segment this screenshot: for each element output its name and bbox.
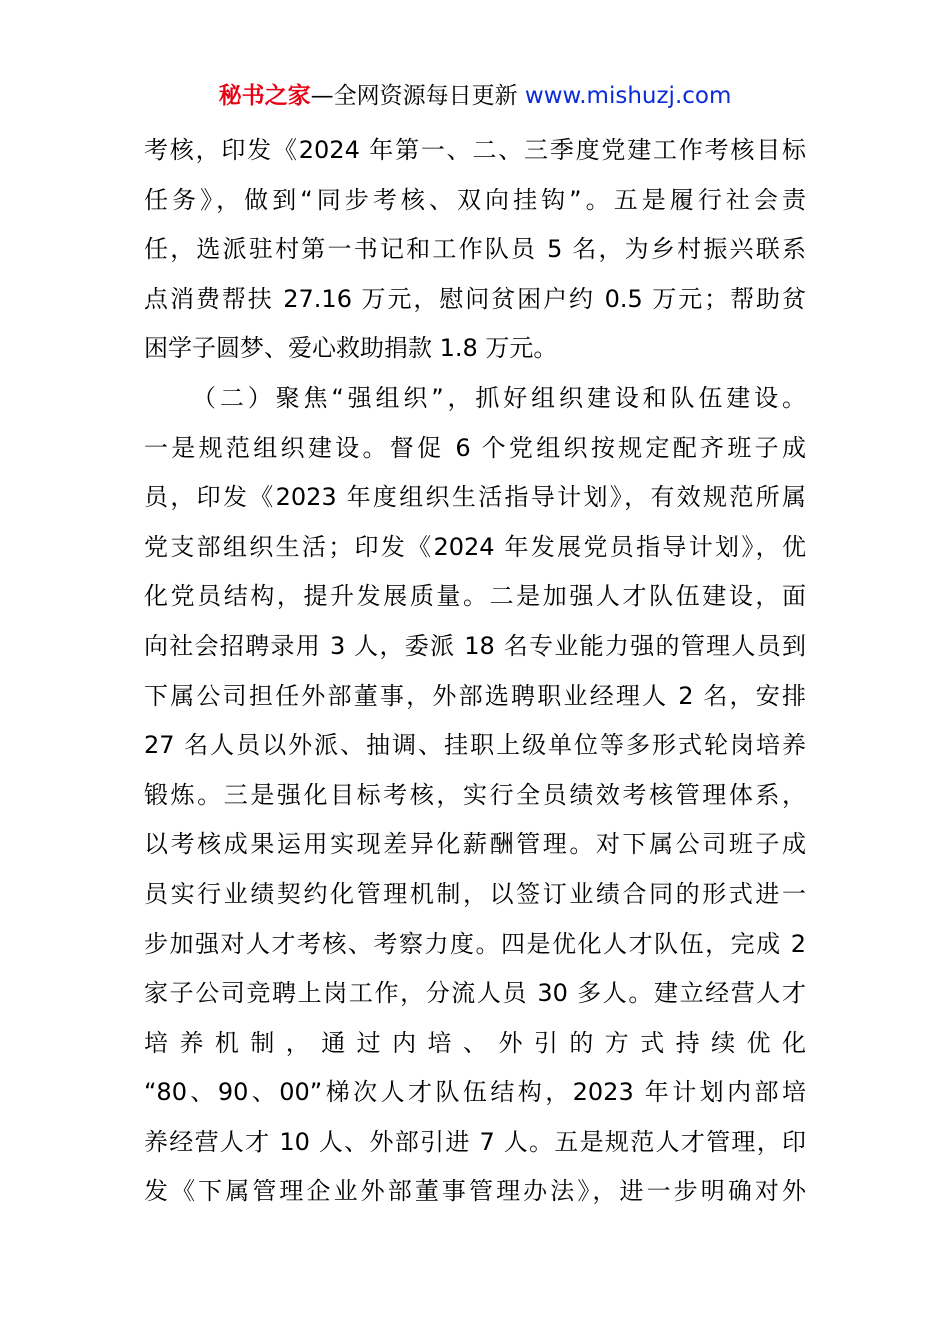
text-line: 下属公司担任外部董事，外部选聘职业经理人 2 名，安排	[144, 681, 806, 710]
text-line: “80、90、00”梯次人才队伍结构，2023 年计划内部培	[144, 1078, 806, 1107]
site-url[interactable]: www.mishuzj.com	[524, 83, 732, 109]
text-line: 考核，印发《2024 年第一、二、三季度党建工作考核目标	[144, 136, 806, 164]
text-line: 员实行业绩契约化管理机制，以签订业绩合同的形式进一	[144, 879, 806, 908]
text-line: 养经营人才 10 人、外部引进 7 人。五是规范人才管理，印	[144, 1127, 806, 1156]
text-line: 任务》，做到“同步考核、双向挂钩”。五是履行社会责	[144, 185, 806, 214]
text-line: 步加强对人才考核、考察力度。四是优化人才队伍，完成 2	[144, 929, 806, 958]
text-line: 任，选派驻村第一书记和工作队员 5 名，为乡村振兴联系	[144, 235, 806, 264]
text-line: 点消费帮扶 27.16 万元，慰问贫困户约 0.5 万元；帮助贫	[144, 284, 806, 313]
text-line: 党支部组织生活；印发《2024 年发展党员指导计划》，优	[144, 532, 806, 561]
page-header	[0, 80, 950, 112]
text-line: 家子公司竞聘上岗工作，分流人员 30 多人。建立经营人才	[144, 979, 806, 1008]
text-line: 以考核成果运用实现差异化薪酬管理。对下属公司班子成	[144, 830, 806, 859]
text-line: 一是规范组织建设。督促 6 个党组织按规定配齐班子成	[144, 433, 806, 462]
text-line: 锻炼。三是强化目标考核，实行全员绩效考核管理体系，	[144, 780, 806, 809]
text-line: 培 养 机 制 ， 通 过 内 培 、 外 引 的 方 式 持 续 优 化	[144, 1028, 806, 1057]
text-line: 困学子圆梦、爱心救助捐款 1.8 万元。	[144, 334, 558, 363]
document-body	[144, 126, 806, 1217]
header-slogan: —全网资源每日更新	[310, 83, 518, 109]
brand-name: 秘书之家	[218, 83, 311, 109]
text-line: 化党员结构，提升发展质量。二是加强人才队伍建设，面	[144, 582, 806, 611]
text-line: 员，印发《2023 年度组织生活指导计划》，有效规范所属	[144, 483, 806, 512]
text-line: 发《下属管理企业外部董事管理办法》，进一步明确对外	[144, 1177, 806, 1206]
text-line: 27 名人员以外派、抽调、挂职上级单位等多形式轮岗培养	[144, 731, 806, 760]
section-heading: （二）聚焦“强组织”，抓好组织建设和队伍建设。	[192, 383, 806, 412]
text-line: 向社会招聘录用 3 人，委派 18 名专业能力强的管理人员到	[144, 631, 806, 660]
